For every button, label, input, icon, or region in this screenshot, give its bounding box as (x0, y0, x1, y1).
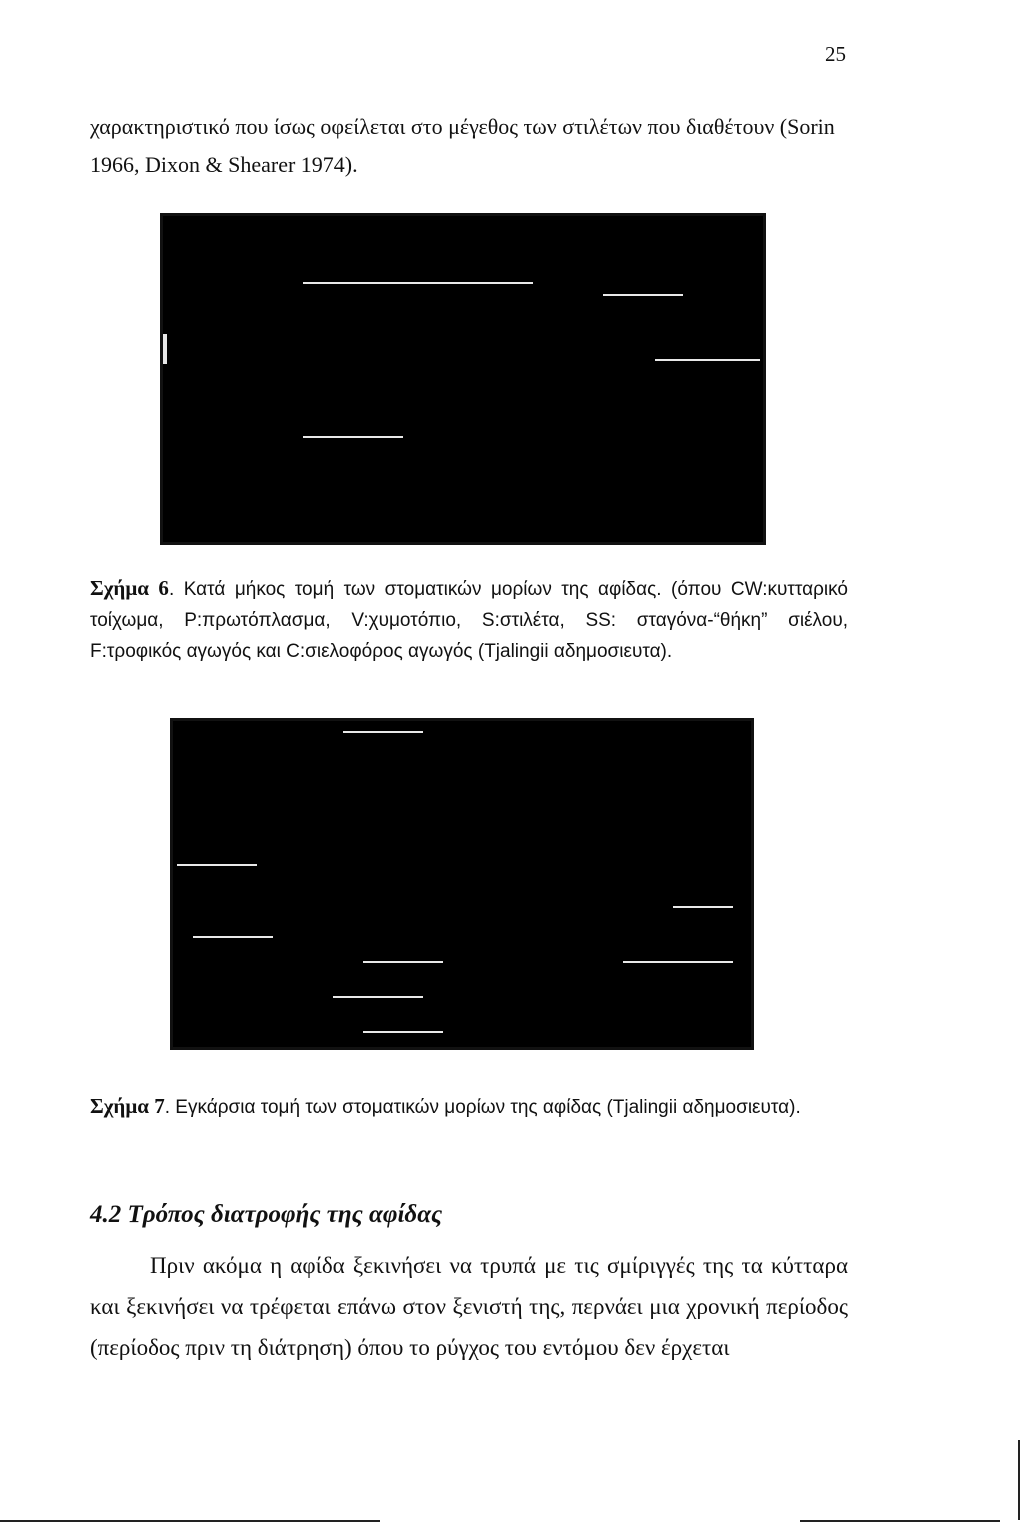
figure-7-label: Σχήμα 7 (90, 1094, 165, 1118)
section-heading: 4.2 Τρόπος διατροφής της αφίδας (90, 1201, 443, 1228)
figure-6-label: Σχήμα 6 (90, 576, 169, 600)
figure-6-image (160, 213, 766, 545)
figure-6-caption (90, 573, 848, 667)
figure-6-caption-text: . Κατά μήκος τομή των στοματικών μορίων της αφίδας. (όπου CW:κυτταρικό τοίχωμα, P:πρωτόπλασμα, V:χυμοτόπιο, S:στιλέτα, SS: σταγόνα-“θήκη” σιέλου, F:τροφικός αγωγός και C:σιελοφόρος αγωγός (Tjalingii αδημοσιευτα). (90, 579, 848, 662)
intro-paragraph: χαρακτηριστικό που ίσως οφείλεται στο μέγεθος των στιλέτων που διαθέτουν (Sorin 1966, Dixon & Shearer 1974). (90, 114, 835, 177)
page-number: 25 (825, 42, 846, 66)
bottom-rule-right (800, 1520, 1000, 1522)
figure-7-caption-text: . Εγκάρσια τομή των στοματικών μορίων της αφίδας (Tjalingii αδημοσιευτα). (164, 1097, 801, 1118)
figure-7-caption (90, 1091, 848, 1123)
figure-7-image (170, 718, 754, 1050)
right-edge-mark (1018, 1440, 1020, 1520)
section-body: Πριν ακόμα η αφίδα ξεκινήσει να τρυπά με τις σμίριγγές της τα κύτταρα και ξεκινήσει να τρέφεται επάνω στον ξενιστή της, περνάει μια χρονική περίοδος (περίοδος πριν τη διάτρηση) όπου το ρύγχος του εντόμου δεν έρχεται (90, 1253, 848, 1360)
bottom-rule (0, 1520, 380, 1522)
